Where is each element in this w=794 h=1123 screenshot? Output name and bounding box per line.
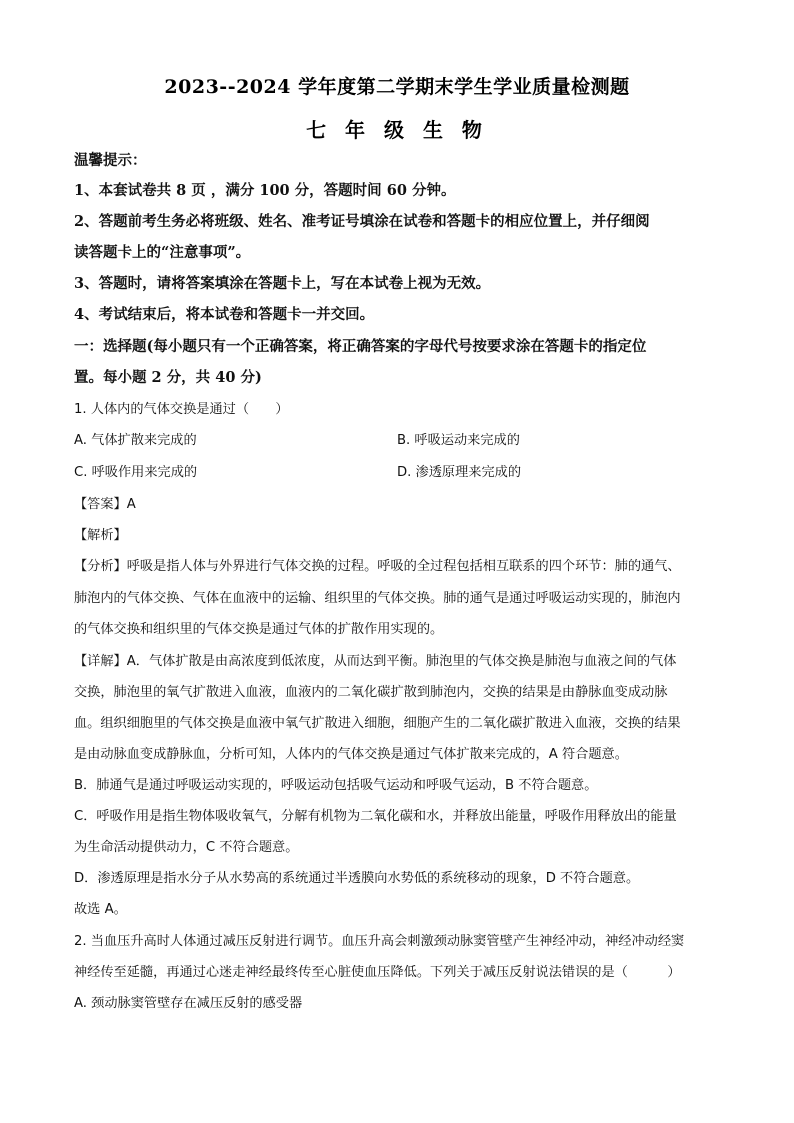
exam-title: 2023--2024 学年度第二学期末学生学业质量检测题	[164, 76, 630, 98]
q1-answer: 【答案】A	[74, 497, 136, 512]
notice-item: 3、答题时，请将答案填涂在答题卡上，写在本试卷上视为无效。	[74, 275, 491, 292]
q1-detail-line: 是由动脉血变成静脉血，分析可知，人体内的气体交换是通过气体扩散来完成的，A 符合题意。	[74, 747, 628, 762]
q1-analysis-line: 肺泡内的气体交换、气体在血液中的运输、组织里的气体交换。肺的通气是通过呼吸运动实现的，肺泡内	[74, 591, 681, 606]
question-2-stem: 神经传至延髓，再通过心迷走神经最终传至心脏使血压降低。下列关于减压反射说法错误的是（ ）	[74, 965, 681, 980]
q1-option-c: C. 呼吸作用来完成的	[74, 465, 198, 480]
notice-item: 2、答题前考生务必将班级、姓名、准考证号填涂在试卷和答题卡的相应位置上，并仔细阅	[74, 213, 650, 230]
notice-item: 读答题卡上的“注意事项”。	[74, 244, 251, 261]
q1-analysis-line: 的气体交换和组织里的气体交换是通过气体的扩散作用实现的。	[74, 622, 444, 637]
q1-detail-line: 故选 A。	[74, 902, 127, 917]
q1-detail-line: 血。组织细胞里的气体交换是血液中氧气扩散进入细胞，细胞产生的二氧化碳扩散进入血液，交换的结果	[74, 716, 681, 731]
q1-detail-line: D．渗透原理是指水分子从水势高的系统通过半透膜向水势低的系统移动的现象，D 不符合题意。	[74, 871, 640, 886]
question-2-stem: 2. 当血压升高时人体通过减压反射进行调节。血压升高会刺激颈动脉窦管壁产生神经冲动，神经冲动经窦	[74, 934, 685, 949]
q1-analysis-line: 【分析】呼吸是指人体与外界进行气体交换的过程。呼吸的全过程包括相互联系的四个环节：肺的通气、	[74, 559, 681, 574]
q1-detail-line: B．肺通气是通过呼吸运动实现的，呼吸运动包括吸气运动和呼吸气运动，B 不符合题意。	[74, 778, 598, 793]
notice-heading: 温馨提示：	[74, 152, 147, 169]
section-heading: 置。每小题 2 分，共 40 分)	[74, 369, 262, 386]
q1-detail-line: 【详解】A．气体扩散是由高浓度到低浓度，从而达到平衡。肺泡里的气体交换是肺泡与血液之间的气体	[74, 654, 677, 669]
q1-option-a: A. 气体扩散来完成的	[74, 433, 197, 448]
section-heading: 一：选择题(每小题只有一个正确答案，将正确答案的字母代号按要求涂在答题卡的指定位	[74, 338, 647, 355]
exam-subtitle: 七 年 级 生 物	[306, 118, 488, 142]
q1-option-d: D. 渗透原理来完成的	[397, 465, 522, 480]
q1-detail-line: C．呼吸作用是指生物体吸收氧气，分解有机物为二氧化碳和水，并释放出能量，呼吸作用释放出的能量	[74, 809, 677, 824]
question-1-stem: 1. 人体内的气体交换是通过（ ）	[74, 402, 289, 417]
notice-item: 4、考试结束后，将本试卷和答题卡一并交回。	[74, 306, 375, 323]
q1-option-b: B. 呼吸运动来完成的	[397, 433, 520, 448]
notice-item: 1、本套试卷共 8 页 ，满分 100 分，答题时间 60 分钟。	[74, 182, 456, 199]
q1-detail-line: 交换，肺泡里的氧气扩散进入血液，血液内的二氧化碳扩散到肺泡内，交换的结果是由静脉血变成动脉	[74, 685, 668, 700]
q2-option-a: A. 颈动脉窦管壁存在减压反射的感受器	[74, 996, 303, 1011]
q1-detail-line: 为生命活动提供动力，C 不符合题意。	[74, 840, 299, 855]
q1-analysis-label: 【解析】	[74, 528, 127, 543]
